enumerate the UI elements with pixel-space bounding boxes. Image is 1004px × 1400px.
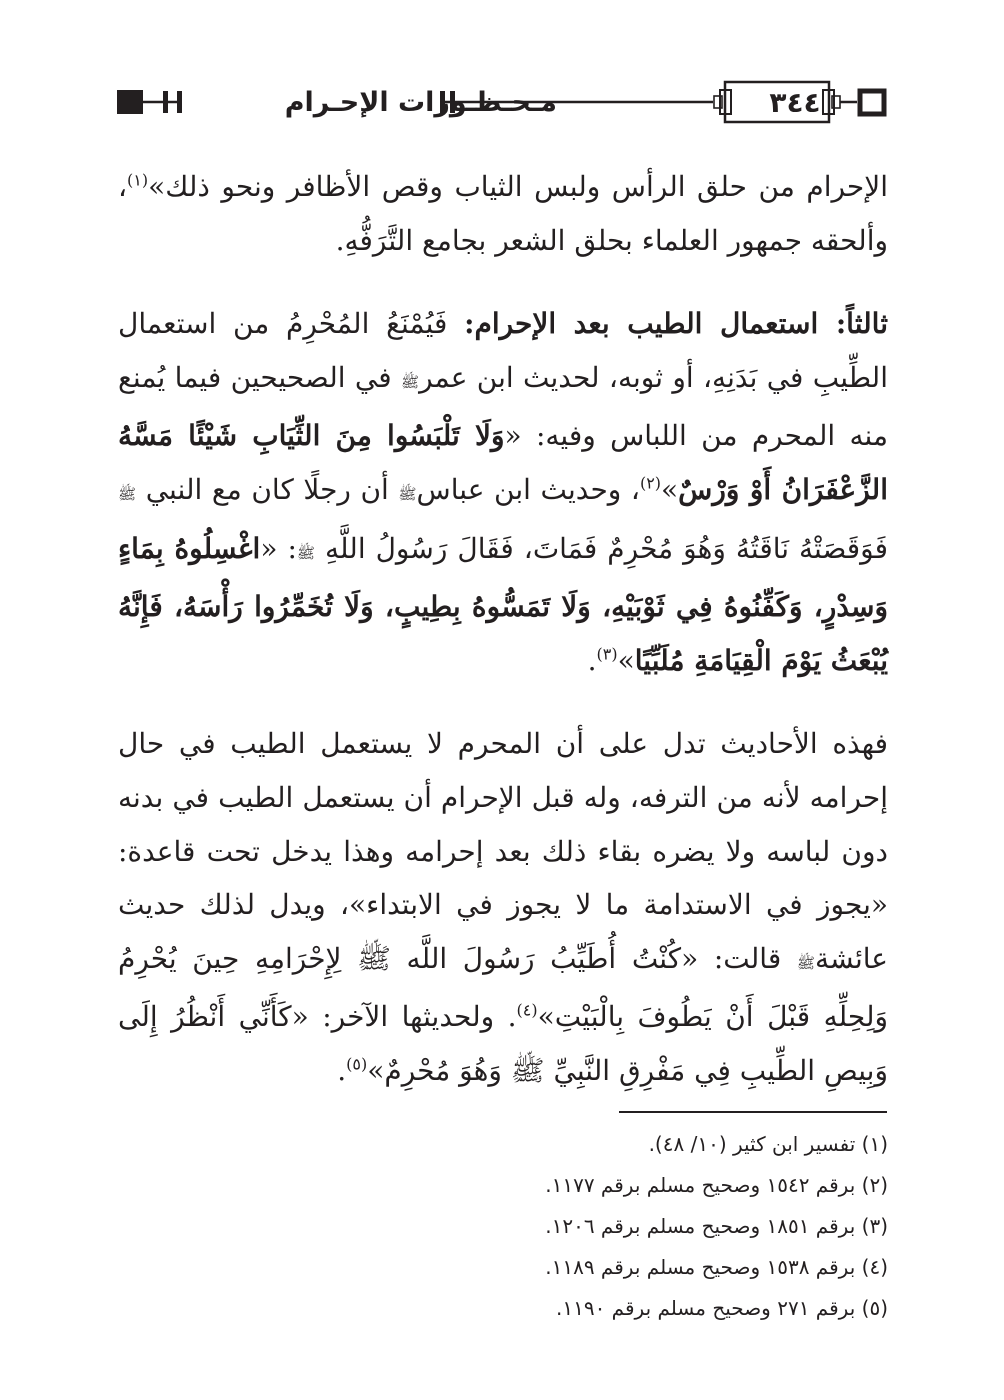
- footnote-ref-4[interactable]: (٤): [516, 1000, 538, 1020]
- footnote-ref-5[interactable]: (٥): [346, 1054, 368, 1074]
- p3-text-b: قالت: «: [681, 941, 797, 975]
- p2-text-c: »: [661, 472, 679, 506]
- hadith-quote-2: اغْسِلُوهُ بِمَاءٍ وَسِدْرٍ، وَكَفِّنُوهُ فِي ثَوْبَيْهِ، وَلَا تَمَسُّوهُ بِطِيبٍ، وَلَا تُخَمِّرُوا رَأْسَهُ، فَإِنَّهُ يُبْعَثُ يَوْمَ الْقِيَامَةِ مُلَبِّيًا: [118, 531, 888, 677]
- hadith-quote-5: كَأَنِّي أَنْظُرُ إِلَى وَبِيصِ الطِّيبِ فِي مَفْرِقِ النَّبِيِّ ﷺ وَهُوَ مُحْرِمٌ: [118, 1000, 888, 1087]
- footnote-ref-3[interactable]: (٣): [596, 644, 618, 664]
- paragraph-2: [118, 297, 888, 687]
- honorific-glyph: ﷺ: [400, 372, 420, 391]
- section-heading: ثالثاً: استعمال الطيب بعد الإحرام:: [464, 307, 888, 341]
- p3-text-c: »: [537, 1000, 555, 1034]
- honorific-glyph: ﷺ: [796, 953, 815, 972]
- p2-text-d: ، وحديث ابن عباس: [416, 472, 640, 506]
- footnote-3: (٣) برقم ١٨٥١ وصحيح مسلم برقم ١٢٠٦.: [545, 1214, 888, 1238]
- honorific-glyph: ﷺ: [296, 543, 316, 562]
- footnote-1: (١) تفسير ابن كثير (١٠/ ٤٨).: [648, 1132, 888, 1156]
- footnote-5: (٥) برقم ٢٧١ وصحيح مسلم برقم ١١٩٠.: [555, 1296, 888, 1320]
- footnote-ref-2[interactable]: (٢): [639, 473, 662, 493]
- p2-text-b: في الصحيحين فيما يُمنع منه المحرم من اللباس وفيه: «: [118, 360, 888, 453]
- page-number: ٣٤٤: [769, 86, 821, 119]
- p2-text-a: فَيُمْنَعُ المُحْرِمُ من استعمال الطِّيبِ في بَدَنِهِ، أو ثوبه، لحديث ابن عمر: [118, 307, 888, 394]
- header-left-block: [117, 90, 143, 114]
- p2-text-f: فَوَقَصَتْهُ نَاقَتُهُ وَهُوَ مُحْرِمٌ فَمَاتَ، فَقَالَ رَسُولُ اللَّهِ: [315, 531, 889, 565]
- running-header: [117, 80, 887, 126]
- p2-text-e: أن رجلًا كان مع النبي: [136, 472, 399, 506]
- header-right-block: [860, 91, 884, 114]
- p1-text: الإحرام من حلق الرأس ولبس الثياب وقص الأظافر ونحو ذلك»: [148, 170, 888, 203]
- p1-tail: ، وألحقه جمهور العلماء بحلق الشعر بجامع التَّرَفُّهِ.: [118, 170, 888, 257]
- p3-text-d: . ولحديثها الآخر: «: [291, 1000, 517, 1034]
- p3-text-e: »: [367, 1053, 385, 1087]
- footnote-separator: [619, 1111, 887, 1113]
- p3-text-f: .: [337, 1053, 347, 1087]
- footnote-4: (٤) برقم ١٥٣٨ وصحيح مسلم برقم ١١٨٩.: [545, 1255, 888, 1279]
- footnotes: [118, 1124, 888, 1329]
- honorific-glyph: ﷺ: [398, 484, 417, 503]
- hadith-quote-4: كُنْتُ أُطَيِّبُ رَسُولَ اللَّه ﷺ لِإِحْرَامِهِ حِينَ يُحْرِمُ وَلِحِلِّهِ قَبْلَ أَنْ يَطُوفَ بِالْبَيْتِ: [118, 941, 889, 1034]
- p2-text-i: .: [587, 643, 597, 677]
- main-text: [118, 160, 888, 1098]
- paragraph-1: [118, 160, 888, 267]
- p2-text-h: »: [617, 643, 635, 677]
- footnote-ref-1[interactable]: (١): [127, 170, 149, 190]
- hadith-quote-1: وَلَا تَلْبَسُوا مِنَ الثِّيَابِ شَيْئًا مَسَّهُ الزَّعْفَرَانُ أَوْ وَرْسٌ: [118, 419, 888, 506]
- p2-text-g: : «: [260, 531, 297, 565]
- paragraph-3: [118, 717, 888, 1097]
- running-title: مـحـظـورات الإحـرام: [284, 87, 557, 118]
- p3-text-a: فهذه الأحاديث تدل على أن المحرم لا يستعمل الطيب في حال إحرامه لأنه من الترفه، وله قبل الإحرام أن يستعمل الطيب في بدنه دون لباسه ولا يضره بقاء ذلك بعد إحرامه وهذا يدخل تحت قاعدة: «يجوز في الاستدامة ما لا يجوز في الابتداء»، ويدل لذلك حديث عائشة: [118, 727, 889, 975]
- footnote-2: (٢) برقم ١٥٤٢ وصحيح مسلم برقم ١١٧٧.: [545, 1173, 888, 1197]
- honorific-glyph: ﷺ: [118, 484, 137, 503]
